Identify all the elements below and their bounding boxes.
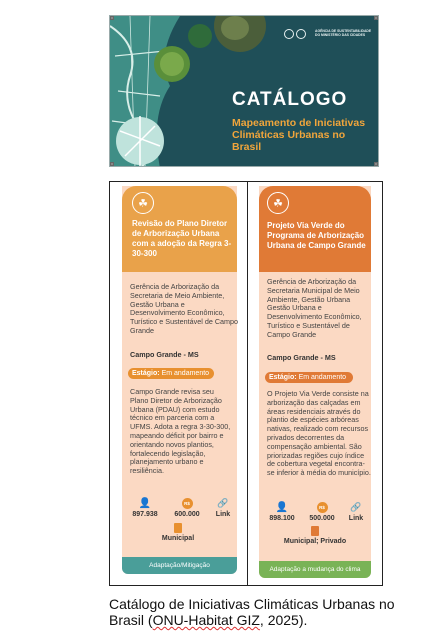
card-2-category-bar: Adaptação a mudança do clima [259,561,371,578]
card-2-link[interactable] [345,502,367,522]
card-2-description: O Projeto Via Verde consiste na arborização das calçadas em áreas residenciais através do plantio de espécies arbóreas nativas, realizado com recursos privados decorrentes da compensação ambiental. São priorizadas regiões cujo índice de cobertura vegetal encontra-se inferior à média do município. [267,389,371,478]
catalog-cover-image [109,15,379,167]
card-1-category-bar: Adaptação/Mitigação [122,557,237,574]
stage-value: Em andamento [298,374,347,381]
coin-icon: R$ [182,498,193,509]
initiative-card-2 [259,186,371,578]
budget-value: 500.000 [309,515,335,522]
card-1-location: Campo Grande - MS [130,350,199,359]
person-icon: 👤 [138,498,152,509]
document-icon [174,523,182,533]
caption-year: , 2025). [259,612,308,628]
tree-hand-icon: ☘ [267,192,289,214]
scope-value: Municipal [161,535,195,542]
coin-icon: R$ [317,502,328,513]
card-1-stage-badge [128,368,214,379]
document-icon [311,526,319,536]
agency-name: AGÊNCIA DE SUSTENTABILIDADE DO MINISTÉRIO DAS CIDADES [315,29,372,37]
population-value: 897.938 [132,511,158,518]
card-1-description: Campo Grande revisa seu Plano Diretor de Arborização Urbana (PDAU) com estudo técnico em parceria com a UFMS. Adota a regra 3-30-300, mapeando déficit por bairro e orientando novos plantios, fortalecendo legislação, planejamento urbano e resiliência. [130,387,231,476]
population-value: 898.100 [269,515,295,522]
budget-value: 600.000 [174,511,200,518]
card-1-scope [152,523,204,542]
stage-label: Estágio: [269,374,297,381]
link-label[interactable]: Link [215,511,231,518]
resize-handle[interactable] [374,162,378,166]
link-label[interactable]: Link [348,515,364,522]
card-1-title: Revisão do Plano Diretor de Arborização Urbana com a adoção da Regra 3-30-300 [132,219,232,258]
cover-title: CATÁLOGO [232,89,348,110]
caption-text: Catálogo de Iniciativas Climáticas Urbanas no Brasil ( [109,596,395,628]
tree-person-icon: ☘ [132,192,154,214]
caption-source: ONU-Habitat GIZ [152,612,260,628]
agency-logo-icon [284,29,306,39]
link-icon[interactable]: 🔗 [217,498,229,508]
stage-label: Estágio: [132,370,160,377]
card-1-organization: Gerência de Arborização da Secretaria de Meio Ambiente, Gestão Urbana e Desenvolvimento Econômico, Turístico e Sustentável de Campo Grande [130,282,238,335]
card-2-population [265,502,299,522]
person-icon: 👤 [275,502,289,513]
resize-handle[interactable] [110,16,114,20]
cover-subtitle: Mapeamento de Iniciativas Climáticas Urbanas no Brasil [232,117,366,153]
figure-caption [109,596,409,628]
card-2-budget [305,502,339,522]
link-icon[interactable]: 🔗 [350,502,362,512]
resize-handle[interactable] [110,162,114,166]
cover-aerial-photo [210,16,270,56]
card-1-link[interactable] [212,498,234,518]
card-2-stage-badge [265,372,353,383]
card-2-organization: Gerência de Arborização da Secretaria Municipal de Meio Ambiente, Gestão Urbana Gestão Urbana e Desenvolvimento Econômico, Turístico e Sustentável de Campo Grande [267,277,362,339]
cover-map-illustration [110,16,222,167]
stage-value: Em andamento [161,370,210,377]
card-2-location: Campo Grande - MS [267,353,336,362]
frame-divider [247,181,248,586]
resize-handle[interactable] [374,16,378,20]
card-1-population [128,498,162,518]
scope-value: Municipal; Privado [283,538,347,545]
card-2-title: Projeto Via Verde do Programa de Arborização Urbana de Campo Grande [267,221,366,250]
initiative-card-1 [122,186,237,574]
card-2-scope [277,526,353,545]
card-1-budget [170,498,204,518]
